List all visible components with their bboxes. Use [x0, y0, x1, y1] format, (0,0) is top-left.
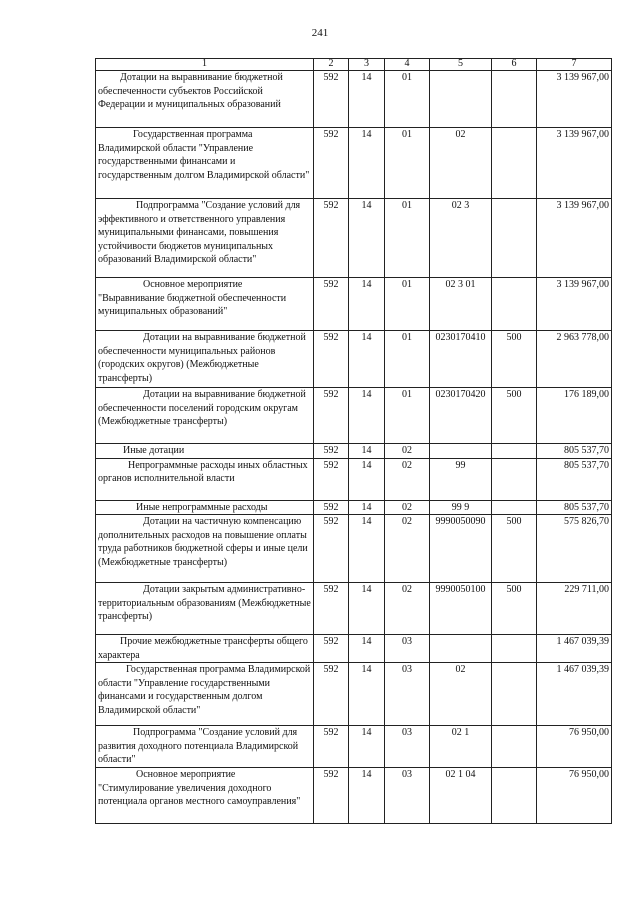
row-name-cell [96, 663, 314, 726]
row-target-cell: 99 [430, 458, 492, 500]
row-target-cell: 0230170410 [430, 331, 492, 388]
row-section-cell: 14 [349, 331, 385, 388]
row-section-cell: 14 [349, 278, 385, 331]
row-subsection-cell: 01 [385, 331, 430, 388]
row-section-cell: 14 [349, 515, 385, 583]
table-row [96, 128, 612, 199]
row-subsection-cell: 01 [385, 199, 430, 278]
row-name-cell [96, 278, 314, 331]
row-name: Основное мероприятие "Стимулирование увеличения доходного потенциала органов местного самоуправления" [98, 769, 301, 807]
row-name: Дотации на выравнивание бюджетной обеспеченности муниципальных районов (городских округов) (Межбюджетные трансферты) [98, 332, 306, 384]
row-section-cell: 14 [349, 458, 385, 500]
row-name: Государственная программа Владимирской области "Управление государственными финансами и государственным долгом Владимирской области" [98, 664, 311, 716]
row-amount-cell: 76 950,00 [537, 726, 612, 768]
row-target-cell: 0230170420 [430, 388, 492, 444]
row-code-cell: 592 [314, 444, 349, 459]
row-subsection-cell: 02 [385, 500, 430, 515]
row-section-cell: 14 [349, 71, 385, 128]
row-type-cell [492, 278, 537, 331]
row-amount-cell: 229 711,00 [537, 583, 612, 635]
column-header-3: 3 [349, 59, 385, 71]
row-section-cell: 14 [349, 199, 385, 278]
row-name-cell [96, 444, 314, 459]
row-section-cell: 14 [349, 444, 385, 459]
row-amount-cell: 3 139 967,00 [537, 128, 612, 199]
row-section-cell: 14 [349, 128, 385, 199]
row-section-cell: 14 [349, 500, 385, 515]
row-code-cell: 592 [314, 635, 349, 663]
row-target-cell: 02 1 04 [430, 768, 492, 824]
row-name: Дотации на частичную компенсацию дополнительных расходов на повышение оплаты труда работников бюджетной сферы и иные цели (Межбюджетные трансферты) [98, 516, 308, 568]
row-section-cell: 14 [349, 635, 385, 663]
row-code-cell: 592 [314, 71, 349, 128]
row-amount-cell: 805 537,70 [537, 458, 612, 500]
row-section-cell: 14 [349, 768, 385, 824]
row-code-cell: 592 [314, 500, 349, 515]
row-name: Дотации на выравнивание бюджетной обеспеченности поселений городским округам (Межбюджетные трансферты) [98, 389, 306, 427]
row-code-cell: 592 [314, 726, 349, 768]
row-code-cell: 592 [314, 515, 349, 583]
row-name: Иные непрограммные расходы [136, 501, 268, 513]
row-amount-cell: 3 139 967,00 [537, 278, 612, 331]
row-amount-cell: 575 826,70 [537, 515, 612, 583]
row-section-cell: 14 [349, 583, 385, 635]
row-name: Подпрограмма "Создание условий для развития доходного потенциала Владимирской области" [98, 727, 299, 765]
row-type-cell [492, 71, 537, 128]
row-name: Основное мероприятие "Выравнивание бюджетной обеспеченности муниципальных образований" [98, 279, 287, 317]
column-header-6: 6 [492, 59, 537, 71]
row-name-cell [96, 768, 314, 824]
row-subsection-cell: 01 [385, 128, 430, 199]
row-code-cell: 592 [314, 388, 349, 444]
row-target-cell [430, 635, 492, 663]
row-subsection-cell: 01 [385, 388, 430, 444]
table-row [96, 726, 612, 768]
row-code-cell: 592 [314, 663, 349, 726]
column-header-1: 1 [96, 59, 314, 71]
table-row [96, 500, 612, 515]
row-name: Дотации на выравнивание бюджетной обеспеченности субъектов Российской Федерации и муниципальных образований [98, 72, 283, 110]
table-row [96, 71, 612, 128]
row-target-cell: 02 3 [430, 199, 492, 278]
column-header-7: 7 [537, 59, 612, 71]
row-type-cell: 500 [492, 583, 537, 635]
row-type-cell: 500 [492, 388, 537, 444]
row-type-cell [492, 199, 537, 278]
row-code-cell: 592 [314, 768, 349, 824]
row-subsection-cell: 03 [385, 663, 430, 726]
row-subsection-cell: 03 [385, 726, 430, 768]
table-row [96, 278, 612, 331]
row-name-cell [96, 458, 314, 500]
row-subsection-cell: 02 [385, 444, 430, 459]
row-name-cell [96, 71, 314, 128]
row-name: Государственная программа Владимирской области "Управление государственными финансами и государственным долгом Владимирской области" [98, 129, 310, 181]
row-code-cell: 592 [314, 278, 349, 331]
table-row [96, 515, 612, 583]
row-type-cell: 500 [492, 331, 537, 388]
row-type-cell: 500 [492, 515, 537, 583]
row-amount-cell: 1 467 039,39 [537, 663, 612, 726]
row-code-cell: 592 [314, 199, 349, 278]
row-type-cell [492, 128, 537, 199]
table-row [96, 635, 612, 663]
row-type-cell [492, 444, 537, 459]
row-subsection-cell: 02 [385, 458, 430, 500]
row-subsection-cell: 02 [385, 515, 430, 583]
row-target-cell: 99 9 [430, 500, 492, 515]
row-name: Иные дотации [123, 445, 185, 456]
row-type-cell [492, 500, 537, 515]
row-amount-cell: 3 139 967,00 [537, 71, 612, 128]
row-name: Прочие межбюджетные трансферты общего характера [98, 636, 308, 661]
row-amount-cell: 805 537,70 [537, 444, 612, 459]
row-name-cell [96, 500, 314, 515]
row-name-cell [96, 726, 314, 768]
row-type-cell [492, 458, 537, 500]
row-subsection-cell: 03 [385, 768, 430, 824]
row-target-cell: 02 [430, 128, 492, 199]
column-header-4: 4 [385, 59, 430, 71]
table-row [96, 663, 612, 726]
table-row [96, 388, 612, 444]
row-name-cell [96, 388, 314, 444]
row-target-cell: 02 1 [430, 726, 492, 768]
row-amount-cell: 3 139 967,00 [537, 199, 612, 278]
row-target-cell [430, 444, 492, 459]
page-number: 241 [311, 27, 329, 39]
row-name-cell [96, 331, 314, 388]
row-name-cell [96, 515, 314, 583]
row-name-cell [96, 635, 314, 663]
column-header-2: 2 [314, 59, 349, 71]
row-name-cell [96, 128, 314, 199]
table-row [96, 331, 612, 388]
table-row [96, 768, 612, 824]
table-row [96, 583, 612, 635]
row-amount-cell: 2 963 778,00 [537, 331, 612, 388]
row-subsection-cell: 01 [385, 71, 430, 128]
row-code-cell: 592 [314, 458, 349, 500]
row-target-cell: 02 [430, 663, 492, 726]
row-target-cell: 9990050100 [430, 583, 492, 635]
table-row [96, 444, 612, 459]
row-code-cell: 592 [314, 128, 349, 199]
table-row [96, 458, 612, 500]
budget-table [95, 58, 612, 824]
row-name: Подпрограмма "Создание условий для эффективного и ответственного управления муниципальными финансами, повышения устойчивости бюджетов муниципальных образований Владимирской области" [98, 200, 301, 265]
row-type-cell [492, 635, 537, 663]
table-row [96, 199, 612, 278]
column-header-5: 5 [430, 59, 492, 71]
row-amount-cell: 76 950,00 [537, 768, 612, 824]
row-name-cell [96, 583, 314, 635]
row-amount-cell: 805 537,70 [537, 500, 612, 515]
row-subsection-cell: 01 [385, 278, 430, 331]
table-header-row [96, 59, 612, 71]
row-name: Дотации закрытым административно-территориальным образованиям (Межбюджетные трансферты) [98, 584, 311, 622]
row-amount-cell: 1 467 039,39 [537, 635, 612, 663]
row-section-cell: 14 [349, 663, 385, 726]
row-name-cell [96, 199, 314, 278]
row-type-cell [492, 768, 537, 824]
row-amount-cell: 176 189,00 [537, 388, 612, 444]
row-subsection-cell: 03 [385, 635, 430, 663]
row-target-cell: 9990050090 [430, 515, 492, 583]
row-target-cell [430, 71, 492, 128]
row-target-cell: 02 3 01 [430, 278, 492, 331]
row-type-cell [492, 726, 537, 768]
row-section-cell: 14 [349, 388, 385, 444]
row-type-cell [492, 663, 537, 726]
row-name: Непрограммные расходы иных областных органов исполнительной власти [98, 459, 308, 484]
row-subsection-cell: 02 [385, 583, 430, 635]
row-code-cell: 592 [314, 331, 349, 388]
row-code-cell: 592 [314, 583, 349, 635]
row-section-cell: 14 [349, 726, 385, 768]
